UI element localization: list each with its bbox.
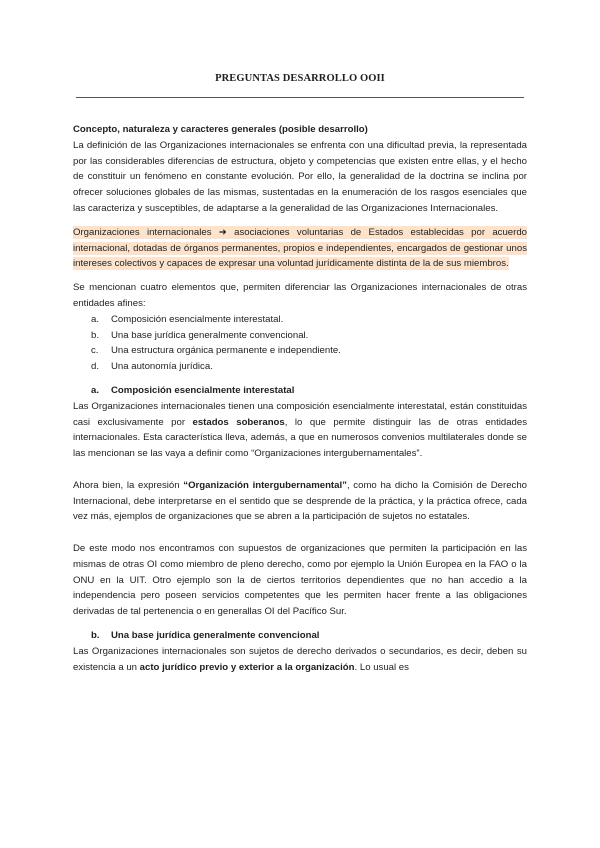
document-title: PREGUNTAS DESARROLLO OOII xyxy=(215,73,385,84)
elements-intro: Se mencionan cuatro elementos que, permiten diferenciar las Organizaciones internacionales de otras entidades afines: xyxy=(73,282,527,309)
text-run: . Lo usual es xyxy=(354,661,409,673)
subsection-title: Composición esencialmente interestatal xyxy=(111,384,295,396)
subsection-title: Una base jurídica generalmente convencional xyxy=(111,629,320,641)
list-item xyxy=(73,359,527,375)
text-run: Ahora bien, la expresión xyxy=(73,479,184,491)
subsection-heading-b xyxy=(73,628,527,644)
list-item-text: Una base jurídica generalmente convencional. xyxy=(111,329,309,341)
list-item xyxy=(73,328,527,344)
document-body xyxy=(73,122,527,675)
text-run: , como ha dicho la Comisión de Derecho Internacional, debe interpretarse en el sentido que se desprende de la práctica, y la práctica ofrece, cada vez más, ejemplos de organizaciones que se abren a la participación de sujetos no estatales. xyxy=(73,479,527,523)
text-run: Las Organizaciones internacionales tienen una composición esencialmente interestatal, están constituidas casi exclusivamente por xyxy=(73,400,527,428)
subsection-marker: b. xyxy=(91,629,100,641)
text-run: Las Organizaciones internacionales son sujetos de derecho derivados o secundarios, es decir, deben su existencia a un xyxy=(73,645,527,673)
list-item-text: Una autonomía jurídica. xyxy=(111,361,213,373)
title-divider xyxy=(76,97,524,98)
list-item-text: Una estructura orgánica permanente e independiente. xyxy=(111,345,341,357)
highlight-text: Organizaciones internacionales ➜ asociaciones voluntarias de Estados establecidas por acuerdo internacional, dotadas de órganos permanentes, propios e independientes, encargados de gestionar unos intereses colectivos y capaces de expresar una voluntad jurídicamente distinta de la de sus miembros. xyxy=(73,226,527,270)
definition-paragraph: La definición de las Organizaciones internacionales se enfrenta con una dificultad previa, la representada por las considerables diferencias de estructura, objeto y competencias que existen entre ellas, y el hecho de constituir un fenómeno en constante evolución. Por ello, la generalidad de la doctrina se inclina por ofrecer soluciones globales de las mismas, sustentadas en la enumeración de los rasgos esenciales que las caracteriza y susceptibles, de adaptarse a la generalidad de las Organizaciones Internacionales. xyxy=(73,139,527,214)
text-run: , lo que permite distinguir las de otras entidades internacionales. Esta característica lleva, además, a que en numerosos convenios multilaterales donde se las mencionan se las vaya a definir como “Organizaciones intergubernamentales”. xyxy=(73,416,528,460)
paragraph-a3: De este modo nos encontramos con supuestos de organizaciones que permiten la participación en las mismas de otras OI como miembro de pleno derecho, como por ejemplo la Unión Europea en la FAO o la ONU en la UIT. Otro ejemplo son la de ciertos territorios dependientes que no han accedio a la independencia pero poseen servicios competentes que les permiten hacer frente a las obligaciones derivadas de tal pertenencia o en generallas OI del Pacífico Sur. xyxy=(73,542,527,618)
list-item xyxy=(73,343,527,359)
list-item-text: Composición esencialmente interestatal. xyxy=(111,313,284,325)
highlighted-definition xyxy=(73,225,527,272)
bold-text: estados soberanos xyxy=(192,416,285,428)
section-heading: Concepto, naturaleza y caracteres generales (posible desarrollo) xyxy=(73,124,368,135)
list-marker: b. xyxy=(91,329,100,341)
elements-list xyxy=(73,312,527,375)
paragraph-a2 xyxy=(73,478,527,525)
list-item xyxy=(73,312,527,328)
paragraph-b1 xyxy=(73,644,527,676)
subsection-marker: a. xyxy=(91,384,100,396)
list-marker: d. xyxy=(91,361,100,373)
paragraph-a1 xyxy=(73,399,527,462)
subsection-heading-a xyxy=(73,383,527,399)
list-marker: a. xyxy=(91,313,100,325)
list-marker: c. xyxy=(91,345,99,357)
bold-text: acto jurídico previo y exterior a la organización xyxy=(139,661,355,673)
bold-text: “Organización intergubernamental” xyxy=(183,479,347,491)
